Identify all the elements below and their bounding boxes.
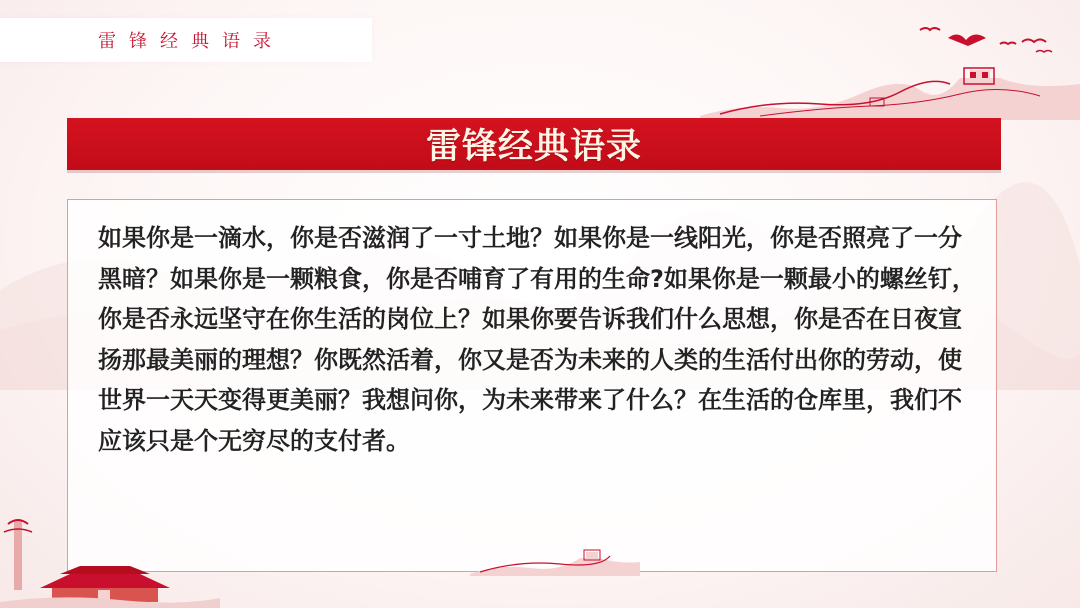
banner-shadow	[67, 170, 1001, 173]
quote-text: 如果你是一滴水，你是否滋润了一寸土地？如果你是一线阳光，你是否照亮了一分黑暗？如果你是一颗粮食，你是否哺育了有用的生命?如果你是一颗最小的螺丝钉，你是否永远坚守在你生活的岗位上？如果你要告诉我们什么思想，你是否在日夜宣扬那最美丽的理想？你既然活着，你又是否为未来的人类的生活付出你的劳动，使世界一天天变得更美丽？我想问你，为未来带来了什么？在生活的仓库里，我们不应该只是个无穷尽的支付者。	[98, 224, 976, 455]
banner-title: 雷锋经典语录	[425, 127, 642, 167]
monument-icon	[0, 510, 220, 608]
birds-icon	[910, 22, 1060, 62]
great-wall-icon	[700, 64, 1080, 120]
title-banner	[67, 118, 1001, 170]
great-wall-bottom-icon	[470, 546, 640, 576]
top-tab-label: 雷锋经典语录	[98, 31, 284, 52]
top-tab	[0, 18, 372, 62]
